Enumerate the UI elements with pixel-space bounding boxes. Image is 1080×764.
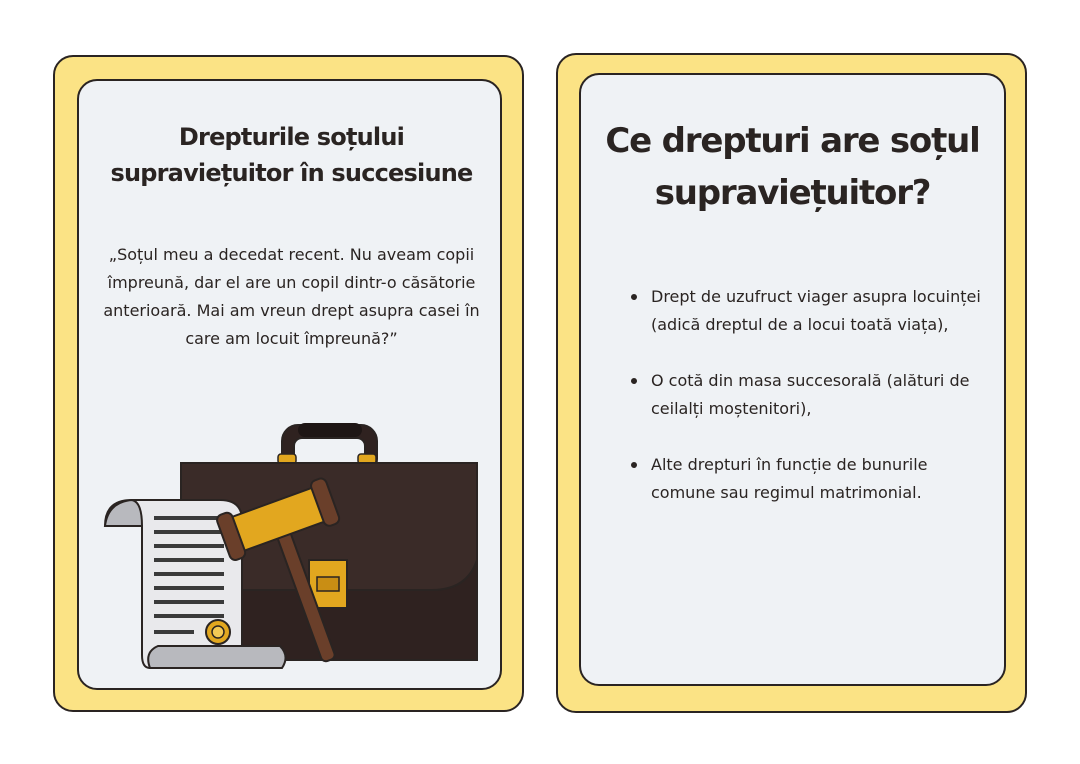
list-item <box>631 367 986 423</box>
list-item-text: Alte drepturi în funcție de bunurile comune sau regimul matrimonial. <box>651 455 928 502</box>
list-item-text: O cotă din masa succesorală (alături de ceilalți moștenitori), <box>651 371 970 418</box>
bullet-icon <box>631 378 637 384</box>
bullet-icon <box>631 462 637 468</box>
list-item <box>631 451 986 507</box>
list-item <box>631 283 986 339</box>
legal-illustration <box>102 420 482 676</box>
client-question-quote: „Soțul meu a decedat recent. Nu aveam copii împreună, dar el are un copil dintr-o căsătorie anterioară. Mai am vreun drept asupra casei în care am locuit împreună?” <box>103 245 480 348</box>
left-card-title: Drepturile soțului supraviețuitor în succesiune <box>110 123 473 187</box>
list-item-text: Drept de uzufruct viager asupra locuinței (adică dreptul de a locui toată viața), <box>651 287 981 334</box>
right-card-panel <box>579 73 1006 686</box>
rights-list <box>631 283 986 535</box>
bullet-icon <box>631 294 637 300</box>
right-card-title: Ce drepturi are soțul supraviețuitor? <box>605 121 980 213</box>
right-card <box>556 53 1027 713</box>
